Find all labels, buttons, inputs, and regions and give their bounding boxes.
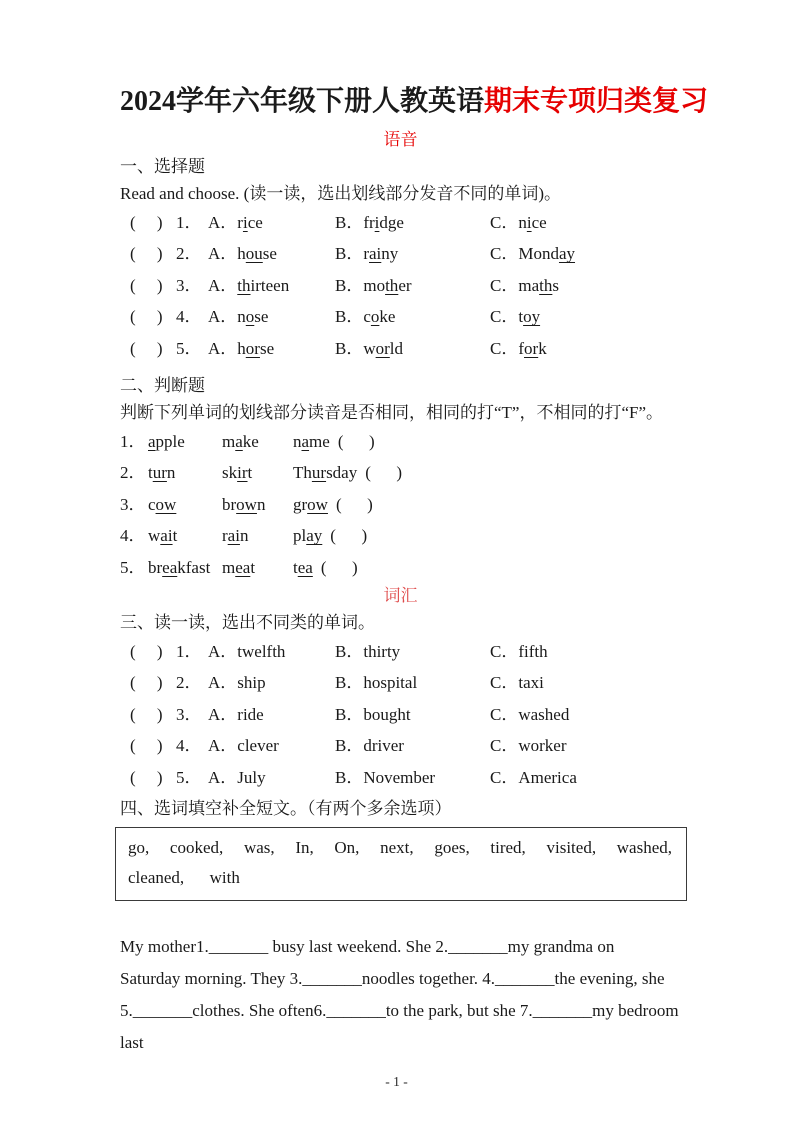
cloze-passage [120,931,681,1059]
word-bank-word[interactable]: In, [295,838,314,858]
item-number: 3． [120,494,146,514]
question-cell-a [130,207,335,238]
option-a-word[interactable]: twelfth [237,642,286,662]
option-b-label: B． [335,244,364,264]
question-row [130,333,681,364]
question-cell-c [490,730,681,761]
option-b-label: B． [335,642,364,662]
tf-item-row [120,426,681,457]
question-row [130,207,681,238]
option-a-label: A． [208,244,238,264]
answer-bracket[interactable]: ( ) [365,463,403,483]
word-bank-word[interactable]: tired, [490,838,526,858]
option-a-word[interactable]: rice [237,213,263,232]
option-c-word[interactable]: nice [518,213,547,232]
word-bank-word[interactable]: go, [128,838,150,858]
option-a-word[interactable]: nose [237,307,269,327]
page-number: - 1 - [385,1074,408,1089]
word-bank-word[interactable]: was, [243,838,275,858]
question-cell-b [335,667,490,698]
section1-questions [120,207,681,364]
passage-line: 5._______clothes. She often6._______to the park, but she 7._______my bedroom last [120,1001,679,1053]
option-c-label: C． [490,275,519,295]
question-cell-c [490,270,681,301]
section3-questions [120,636,681,793]
question-cell-c [490,762,681,793]
option-a-label: A． [208,673,238,693]
question-number: 3． [176,704,202,724]
question-cell-b [335,699,490,730]
option-b-word[interactable]: rainy [363,244,399,264]
word-bank-word[interactable]: visited, [546,838,597,858]
option-c-word[interactable]: Monday [518,244,576,264]
question-cell-b [335,636,490,667]
section2-items [120,426,681,583]
question-cell-b [335,270,490,301]
page-title [120,84,709,120]
question-cell-a [130,667,335,698]
question-cell-a [130,238,335,269]
word-bank-line1 [128,833,672,863]
option-b-word[interactable]: driver [363,736,404,756]
word-bank-word[interactable]: next, [380,838,414,858]
item-number: 1． [120,432,146,452]
option-a-label: A． [208,642,238,662]
question-cell-c [490,238,681,269]
word-bank-word[interactable]: goes, [434,838,470,858]
question-number: 1． [176,213,202,232]
option-b-label: B． [335,307,364,327]
question-cell-b [335,762,490,793]
word-bank-box [115,827,687,901]
option-b-label: B． [335,736,364,756]
question-cell-b [335,333,490,364]
option-a-label: A． [208,338,238,358]
option-b-label: B． [335,704,364,724]
question-cell-c [490,667,681,698]
option-b-word[interactable]: coke [363,307,396,327]
question-cell-a [130,762,335,793]
question-cell-b [335,238,490,269]
option-b-word[interactable]: fridge [363,213,404,232]
word-2: rain [222,526,249,546]
answer-bracket[interactable]: ( ) [320,557,358,577]
option-a-label: A． [208,704,238,724]
question-cell-c [490,207,681,238]
answer-bracket[interactable]: ( ) [330,526,368,546]
question-cell-b [335,730,490,761]
option-b-label: B． [335,767,364,787]
vocab-section-label: 词汇 [383,586,418,606]
option-c-label: C． [490,673,519,693]
answer-bracket[interactable]: ( ) [130,704,163,724]
item-number: 5． [120,557,146,577]
word-bank-word[interactable]: On, [334,838,360,858]
option-b-word[interactable]: hospital [363,673,418,693]
question-cell-a [130,270,335,301]
option-c-label: C． [490,307,519,327]
question-row [130,667,681,698]
word-1: apple [148,432,185,452]
question-cell-c [490,301,681,332]
option-b-label: B． [335,338,364,358]
answer-bracket[interactable]: ( ) [130,275,163,295]
answer-bracket[interactable]: ( ) [335,494,373,514]
title-black: 2024学年六年级下册人教英语 [120,86,485,117]
section2-instruction: 判断下列单词的划线部分读音是否相同，相同的打“T”，不相同的打“F”。 [120,403,664,423]
option-c-word[interactable]: worker [518,736,567,756]
question-cell-a [130,636,335,667]
question-cell-b [335,301,490,332]
question-cell-a [130,301,335,332]
question-cell-a [130,333,335,364]
word-bank-line2: cleaned, with [128,868,240,888]
question-cell-c [490,636,681,667]
option-c-label: C． [490,213,519,232]
option-c-label: C． [490,338,519,358]
word-1: breakfast [148,557,211,577]
option-b-word[interactable]: thirty [363,642,401,662]
question-cell-a [130,699,335,730]
answer-bracket[interactable]: ( ) [130,642,163,662]
option-c-word[interactable]: toy [518,307,541,327]
item-number: 4． [120,526,146,546]
answer-bracket[interactable]: ( ) [337,432,375,452]
option-c-word[interactable]: taxi [518,673,544,693]
question-cell-a [130,730,335,761]
option-c-label: C． [490,736,519,756]
option-a-label: A． [208,307,238,327]
option-c-word[interactable]: America [518,767,577,787]
option-a-word[interactable]: July [237,767,266,787]
option-b-word[interactable]: mother [363,275,412,295]
option-c-label: C． [490,642,519,662]
question-row [130,730,681,761]
section2-heading: 二、判断题 [120,376,205,396]
section1-heading: 一、选择题 [120,157,205,176]
section4-heading: 四、选词填空补全短文。（有两个多余选项） [120,799,452,819]
word-3-with-bracket: tea ( ) [293,557,358,577]
word-2: meat [222,557,256,577]
word-bank-word[interactable]: cooked, [169,838,224,858]
option-a-label: A． [208,213,238,232]
section3-heading: 三、读一读，选出不同类的单词。 [120,613,375,633]
tf-item-row [120,457,681,488]
question-number: 4． [176,736,202,756]
option-a-word[interactable]: clever [237,736,279,756]
option-a-word[interactable]: ship [237,673,266,693]
question-number: 3． [176,275,202,295]
answer-bracket[interactable]: ( ) [130,307,163,327]
option-b-word[interactable]: world [363,338,404,358]
question-row [130,762,681,793]
question-number: 2． [176,673,202,693]
option-c-word[interactable]: washed [518,704,570,724]
question-row [130,238,681,269]
option-b-word[interactable]: bought [363,704,411,724]
question-cell-b [335,207,490,238]
option-b-label: B． [335,275,364,295]
question-row [130,636,681,667]
answer-bracket[interactable]: ( ) [130,673,163,693]
option-b-word[interactable]: November [363,767,436,787]
item-number: 2． [120,463,146,483]
question-row [130,270,681,301]
answer-bracket[interactable]: ( ) [130,767,163,787]
option-a-label: A． [208,736,238,756]
option-a-word[interactable]: house [237,244,277,264]
word-2: make [222,432,259,452]
word-1: wait [148,526,178,546]
question-row [130,699,681,730]
word-1: turn [148,463,176,483]
option-a-word[interactable]: horse [237,338,275,358]
option-c-label: C． [490,704,519,724]
option-b-label: B． [335,213,364,232]
word-2: skirt [222,463,253,483]
option-c-label: C． [490,767,519,787]
tf-item-row [120,552,681,583]
word-1: cow [148,494,177,514]
question-number: 5． [176,767,202,787]
question-cell-c [490,333,681,364]
option-a-label: A． [208,767,238,787]
passage-line: Saturday morning. They 3._______noodles together. 4._______the evening, she [120,969,665,989]
word-3-with-bracket: Thursday ( ) [293,463,403,483]
answer-bracket[interactable]: ( ) [130,244,163,264]
tf-item-row [120,489,681,520]
phonetics-section-label: 语音 [383,130,418,149]
answer-bracket[interactable]: ( ) [130,338,163,358]
option-a-label: A． [208,275,238,295]
option-c-label: C． [490,244,519,264]
passage-line: My mother1._______ busy last weekend. She 2._______my grandma on [120,937,615,957]
section1-instruction: Read and choose. (读一读，选出划线部分发音不同的单词)。 [120,184,562,203]
tf-item-row [120,520,681,551]
answer-bracket[interactable]: ( ) [130,213,163,232]
option-c-word[interactable]: fifth [518,642,548,662]
option-a-word[interactable]: ride [237,704,264,724]
word-bank-word[interactable]: washed, [616,838,672,858]
question-row [130,301,681,332]
question-number: 4． [176,307,202,327]
word-3-with-bracket: grow ( ) [293,494,373,514]
option-c-word[interactable]: fork [518,338,547,358]
question-number: 2． [176,244,202,264]
option-b-label: B． [335,673,364,693]
question-number: 5． [176,338,202,358]
word-3-with-bracket: play ( ) [293,526,368,546]
word-3-with-bracket: name ( ) [293,432,375,452]
title-red: 期末专项归类复习 [484,86,709,117]
option-c-word[interactable]: maths [518,275,559,295]
word-2: brown [222,494,266,514]
option-a-word[interactable]: thirteen [237,275,290,295]
question-number: 1． [176,642,202,662]
question-cell-c [490,699,681,730]
answer-bracket[interactable]: ( ) [130,736,163,756]
